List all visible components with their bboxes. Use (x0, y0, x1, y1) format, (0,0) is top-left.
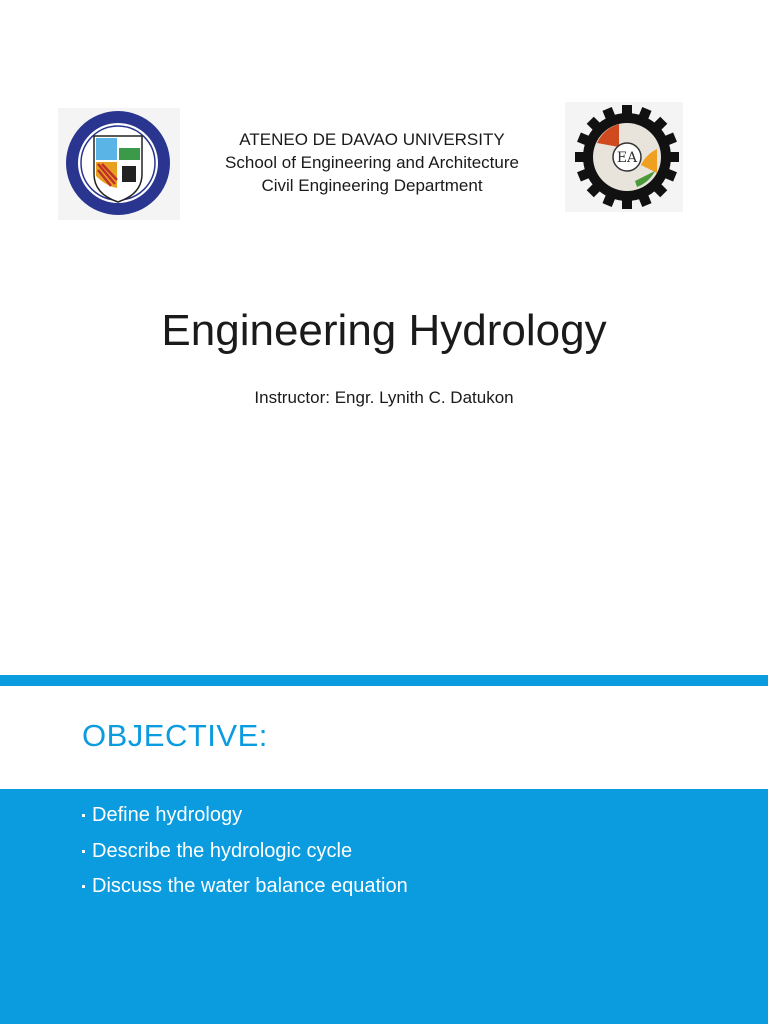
institution-header (200, 128, 544, 197)
department-name: Civil Engineering Department (261, 176, 483, 195)
school-name: School of Engineering and Architecture (225, 153, 519, 172)
slide-divider-band (0, 675, 768, 686)
list-item (82, 800, 408, 836)
bullet-text: Discuss the water balance equation (92, 875, 408, 897)
slide-title: Engineering Hydrology (161, 306, 607, 355)
engineering-school-logo (565, 102, 683, 212)
objective-heading: OBJECTIVE: (82, 718, 268, 753)
bullet-text: Describe the hydrologic cycle (92, 839, 353, 862)
bullet-text: Define hydrology (92, 804, 243, 826)
svg-text:EA: EA (616, 150, 638, 166)
list-item (82, 836, 408, 872)
objective-list (82, 800, 408, 907)
bullet-icon (82, 814, 85, 817)
university-name: ATENEO DE DAVAO UNIVERSITY (239, 130, 505, 149)
bullet-icon (82, 850, 85, 853)
bullet-icon (82, 885, 85, 888)
ateneo-seal-logo (58, 108, 180, 220)
instructor-name: Instructor: Engr. Lynith C. Datukon (254, 388, 514, 407)
list-item (82, 871, 408, 907)
